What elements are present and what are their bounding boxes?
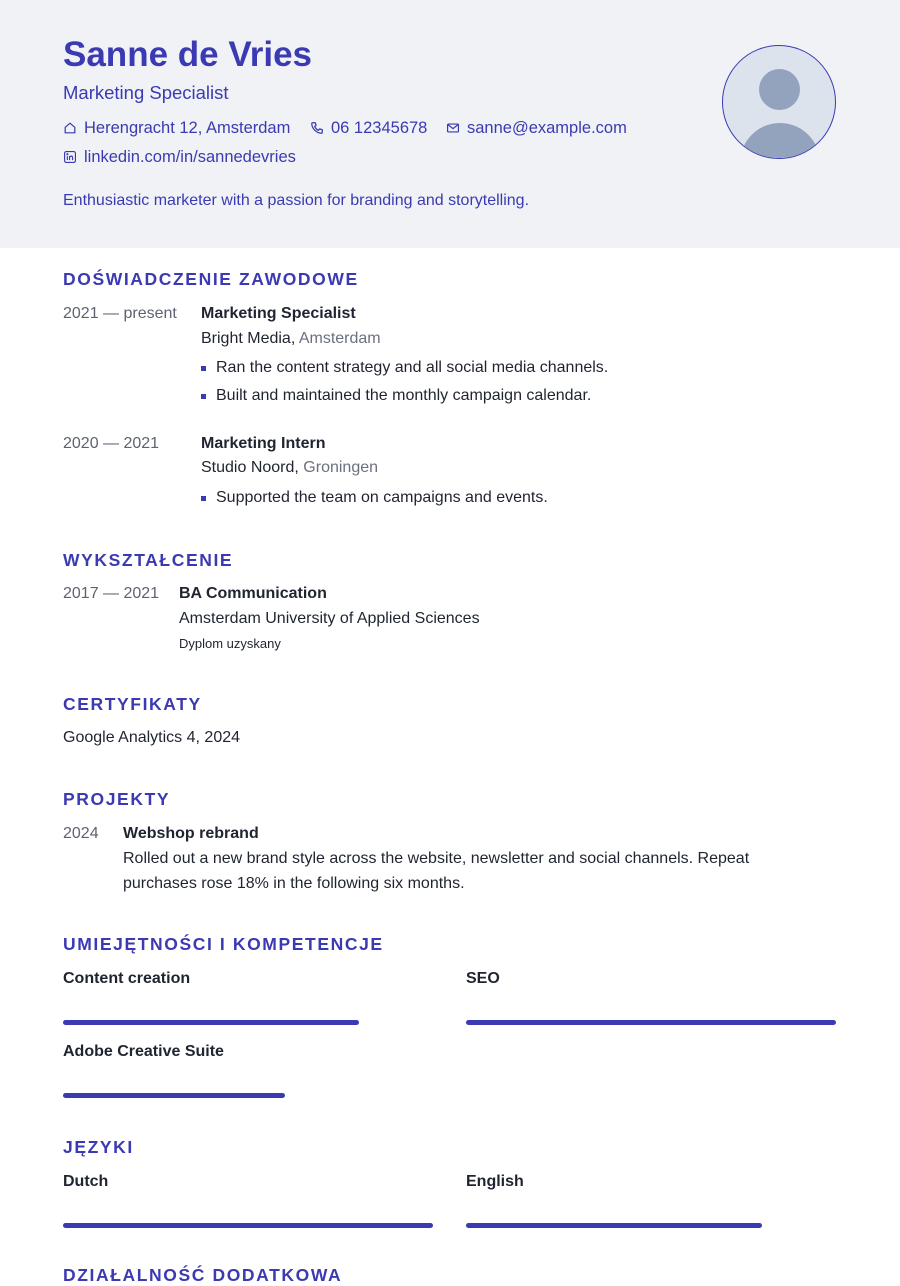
- section-title-certificates: CERTYFIKATY: [63, 694, 202, 714]
- project-year: 2024: [63, 825, 99, 842]
- skill-name: Content creation: [63, 970, 191, 987]
- section-title-languages: JĘZYKI: [63, 1137, 134, 1157]
- experience-location: Groningen: [303, 459, 379, 476]
- skill-level-bar: [63, 1093, 433, 1098]
- contact-address: [63, 118, 290, 138]
- experience-company: Bright Media,: [201, 330, 296, 347]
- bullet-marker: [201, 394, 206, 399]
- section-title-skills: UMIEJĘTNOŚCI I KOMPETENCJE: [63, 934, 384, 954]
- experience-company: Studio Noord,: [201, 459, 299, 476]
- certificate-item: Google Analytics 4, 2024: [63, 729, 241, 746]
- language-name: Dutch: [63, 1173, 109, 1190]
- avatar-head-shape: [759, 69, 800, 110]
- language-level-fill: [466, 1223, 762, 1228]
- contact-email[interactable]: [446, 118, 627, 138]
- bullet-marker: [201, 496, 206, 501]
- experience-dates: 2021 — present: [63, 305, 177, 322]
- bullet-marker: [201, 366, 206, 371]
- experience-dates: 2020 — 2021: [63, 435, 160, 452]
- candidate-name: Sanne de Vries: [63, 35, 313, 74]
- profile-summary: Enthusiastic marketer with a passion for branding and storytelling.: [63, 192, 530, 209]
- education-school: Amsterdam University of Applied Sciences: [179, 610, 480, 627]
- phone-text: 06 12345678: [331, 119, 428, 137]
- education-degree: BA Communication: [179, 585, 327, 602]
- address-text: Herengracht 12, Amsterdam: [84, 119, 291, 137]
- experience-position: Marketing Intern: [201, 435, 326, 452]
- project-description: Rolled out a new brand style across the website, newsletter and social channels. Repeat purchases rose 18% in the following six months.: [123, 850, 750, 892]
- linkedin-icon: [63, 150, 77, 164]
- bullet-text: Built and maintained the monthly campaign calendar.: [216, 387, 592, 404]
- language-level-fill: [63, 1223, 433, 1228]
- language-level-bar: [63, 1223, 433, 1228]
- experience-employer: [201, 457, 378, 479]
- experience-employer: [201, 328, 381, 350]
- resume-header: [0, 0, 900, 248]
- section-title-experience: DOŚWIADCZENIE ZAWODOWE: [63, 269, 359, 289]
- contact-phone[interactable]: [310, 118, 427, 138]
- skill-level-fill: [63, 1093, 285, 1098]
- skill-name: SEO: [466, 970, 500, 987]
- project-name: Webshop rebrand: [123, 825, 259, 842]
- skill-name: Adobe Creative Suite: [63, 1043, 224, 1060]
- skill-level-fill: [466, 1020, 836, 1025]
- education-dates: 2017 — 2021: [63, 585, 160, 602]
- skill-level-bar: [63, 1020, 433, 1025]
- education-note: Dyplom uzyskany: [179, 636, 281, 651]
- bullet-text: Supported the team on campaigns and events.: [216, 489, 548, 506]
- experience-location: Amsterdam: [298, 330, 381, 347]
- linkedin-text: linkedin.com/in/sannedevries: [84, 148, 296, 166]
- section-title-projects: PROJEKTY: [63, 789, 171, 809]
- email-text: sanne@example.com: [467, 119, 627, 137]
- mail-icon: [446, 121, 460, 135]
- experience-bullet: [201, 487, 548, 509]
- home-icon: [63, 121, 77, 135]
- avatar-body-shape: [740, 123, 820, 159]
- avatar-placeholder-icon: [722, 45, 836, 159]
- section-title-extra: DZIAŁALNOŚĆ DODATKOWA: [63, 1265, 343, 1285]
- phone-icon: [310, 121, 324, 135]
- skill-level-bar: [466, 1020, 836, 1025]
- candidate-role: Marketing Specialist: [63, 82, 229, 103]
- experience-bullet: [201, 357, 608, 379]
- contact-linkedin[interactable]: [63, 147, 296, 167]
- bullet-text: Ran the content strategy and all social media channels.: [216, 359, 609, 376]
- language-level-bar: [466, 1223, 836, 1228]
- language-name: English: [466, 1173, 524, 1190]
- experience-bullet: [201, 385, 591, 407]
- skill-level-fill: [63, 1020, 359, 1025]
- experience-position: Marketing Specialist: [201, 305, 356, 322]
- section-title-education: WYKSZTAŁCENIE: [63, 550, 234, 570]
